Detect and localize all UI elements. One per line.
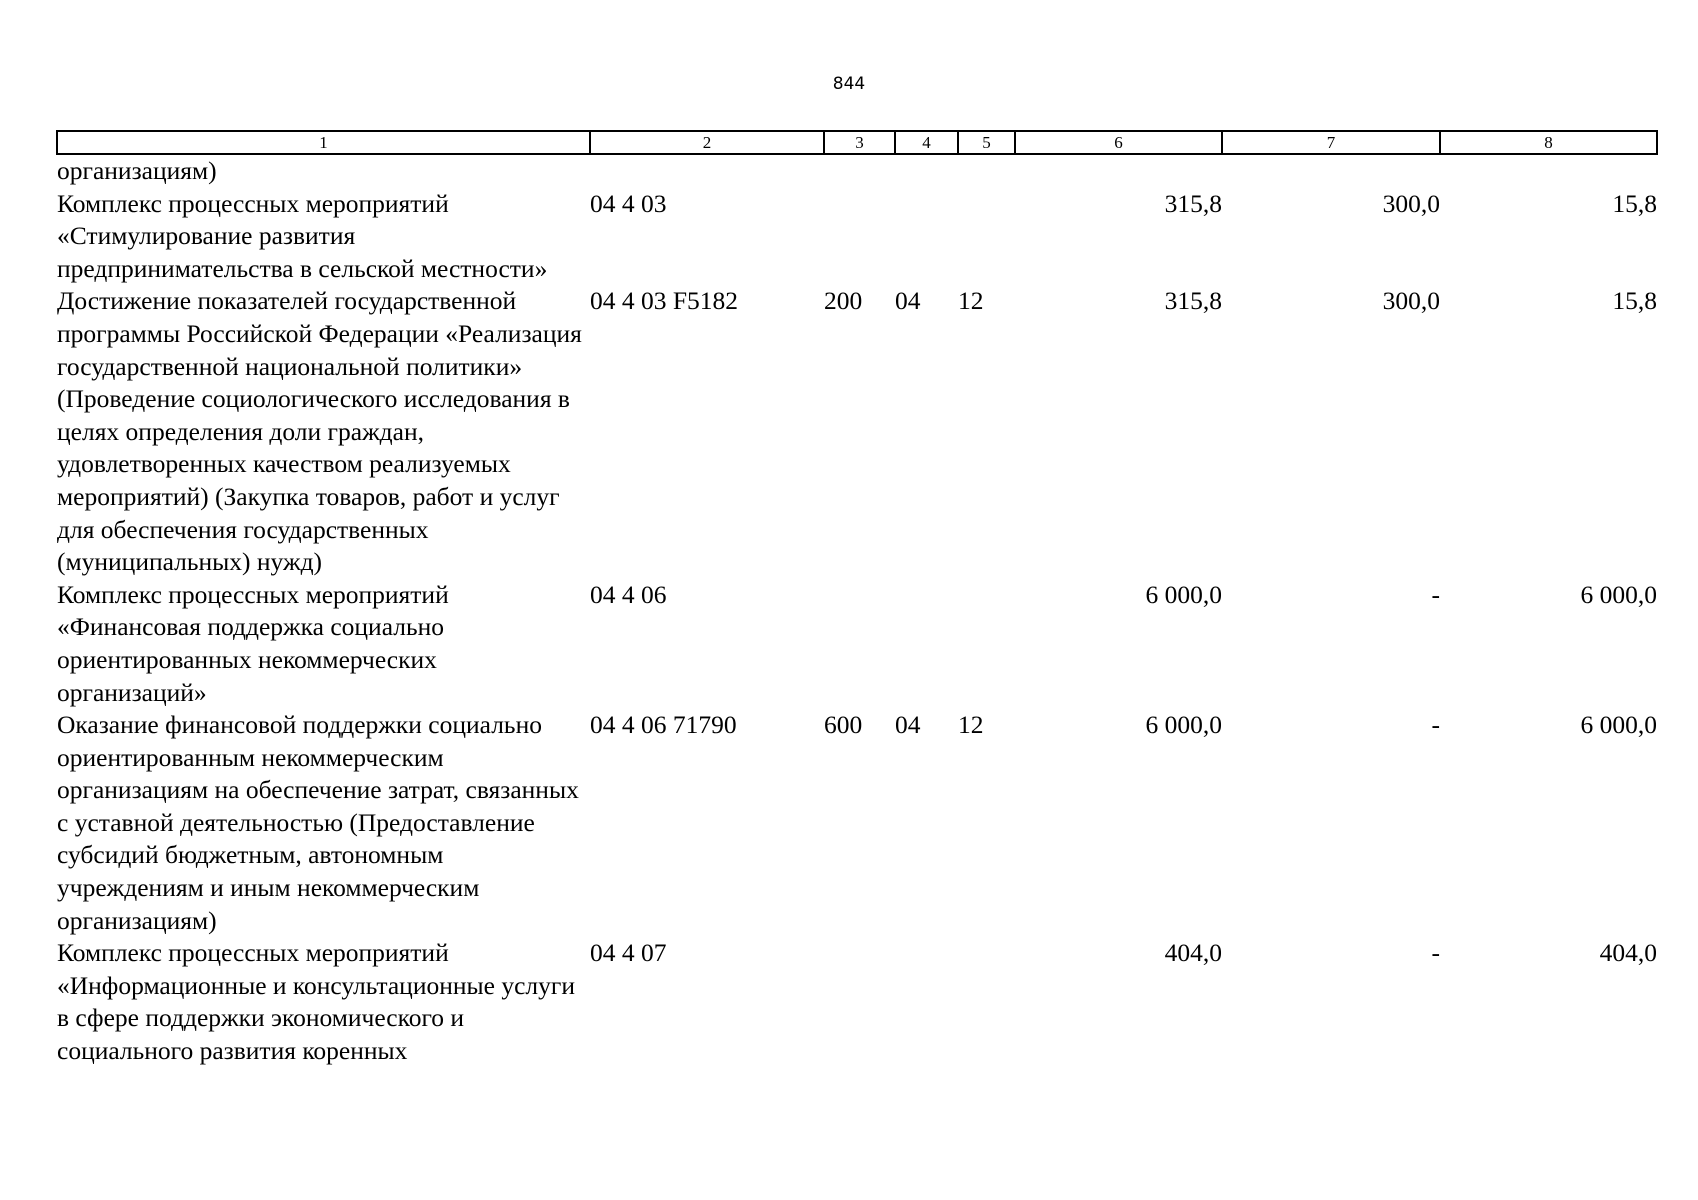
row-code: 04 4 07 — [590, 938, 667, 968]
row-col4 — [895, 188, 958, 286]
row-col4 — [895, 154, 958, 188]
column-number-7: 7 — [1222, 131, 1440, 154]
row-col7: - — [1431, 938, 1440, 968]
table-row — [57, 579, 1657, 709]
row-col5 — [958, 154, 1015, 188]
row-col5 — [958, 188, 1015, 286]
row-code: 04 4 06 — [590, 579, 667, 609]
row-name: Оказание финансовой поддержки социально ориентированным некоммерческим организациям на обеспечение затрат, связанных с уставной деятельностью (Предоставление субсидий бюджетным, автономным учреждениям и иным некоммерческим организациям) — [57, 710, 579, 935]
row-name: Комплекс процессных мероприятий «Финансовая поддержка социально ориентированных некоммерческих организаций» — [57, 579, 449, 707]
row-col6 — [1015, 154, 1222, 188]
table-row — [57, 154, 1657, 188]
row-col3 — [824, 188, 895, 286]
row-col3: 600 — [824, 710, 863, 740]
row-col8: 6 000,0 — [1580, 579, 1657, 609]
table-row — [57, 285, 1657, 578]
row-col7: - — [1431, 579, 1440, 609]
row-col5: 12 — [958, 710, 984, 740]
row-col8: 15,8 — [1612, 188, 1657, 218]
row-name: Достижение показателей государственной программы Российской Федерации «Реализация государственной национальной политики» (Проведение социологического исследования в целях определения доли граждан, удовлетворенных качеством реализуемых мероприятий) (Закупка товаров, работ и услуг для обеспечения государственных (муниципальных) нужд) — [57, 286, 582, 577]
table-row — [57, 937, 1657, 1067]
row-col4 — [895, 937, 958, 1067]
column-number-header-row — [57, 131, 1657, 154]
row-name: Комплекс процессных мероприятий «Информационные и консультационные услуги в сфере поддержки экономического и социального развития коренных — [57, 938, 575, 1066]
row-code: 04 4 06 71790 — [590, 710, 737, 740]
row-col6: 404,0 — [1164, 938, 1222, 968]
column-number-1: 1 — [57, 131, 590, 154]
row-col7: 300,0 — [1382, 286, 1440, 316]
column-number-4: 4 — [895, 131, 958, 154]
row-col5 — [958, 937, 1015, 1067]
row-col3: 200 — [824, 286, 863, 316]
row-col6: 6 000,0 — [1145, 710, 1222, 740]
table-row — [57, 188, 1657, 286]
column-number-8: 8 — [1440, 131, 1657, 154]
row-col3 — [824, 937, 895, 1067]
row-col4: 04 — [895, 710, 921, 740]
row-col7 — [1222, 154, 1440, 188]
row-code: 04 4 03 F5182 — [590, 286, 739, 316]
row-code — [590, 154, 824, 188]
budget-table — [56, 130, 1658, 1068]
table-row — [57, 709, 1657, 937]
row-col6: 315,8 — [1164, 286, 1222, 316]
row-col6: 315,8 — [1164, 188, 1222, 218]
column-number-2: 2 — [590, 131, 824, 154]
row-col8: 6 000,0 — [1580, 710, 1657, 740]
row-name: Комплекс процессных мероприятий «Стимулирование развития предпринимательства в сельской местности» — [57, 188, 548, 283]
row-col8 — [1440, 154, 1657, 188]
row-col5 — [958, 579, 1015, 709]
row-code: 04 4 03 — [590, 188, 667, 218]
row-col8: 15,8 — [1612, 286, 1657, 316]
row-col5: 12 — [958, 286, 984, 316]
row-col3 — [824, 579, 895, 709]
page-number: 844 — [832, 74, 866, 94]
row-name: организациям) — [57, 156, 217, 185]
row-col7: - — [1431, 710, 1440, 740]
row-col3 — [824, 154, 895, 188]
column-number-3: 3 — [824, 131, 895, 154]
row-col7: 300,0 — [1382, 188, 1440, 218]
row-col6: 6 000,0 — [1145, 579, 1222, 609]
column-number-5: 5 — [958, 131, 1015, 154]
column-number-6: 6 — [1015, 131, 1222, 154]
row-col8: 404,0 — [1599, 938, 1657, 968]
row-col4 — [895, 579, 958, 709]
row-col4: 04 — [895, 286, 921, 316]
